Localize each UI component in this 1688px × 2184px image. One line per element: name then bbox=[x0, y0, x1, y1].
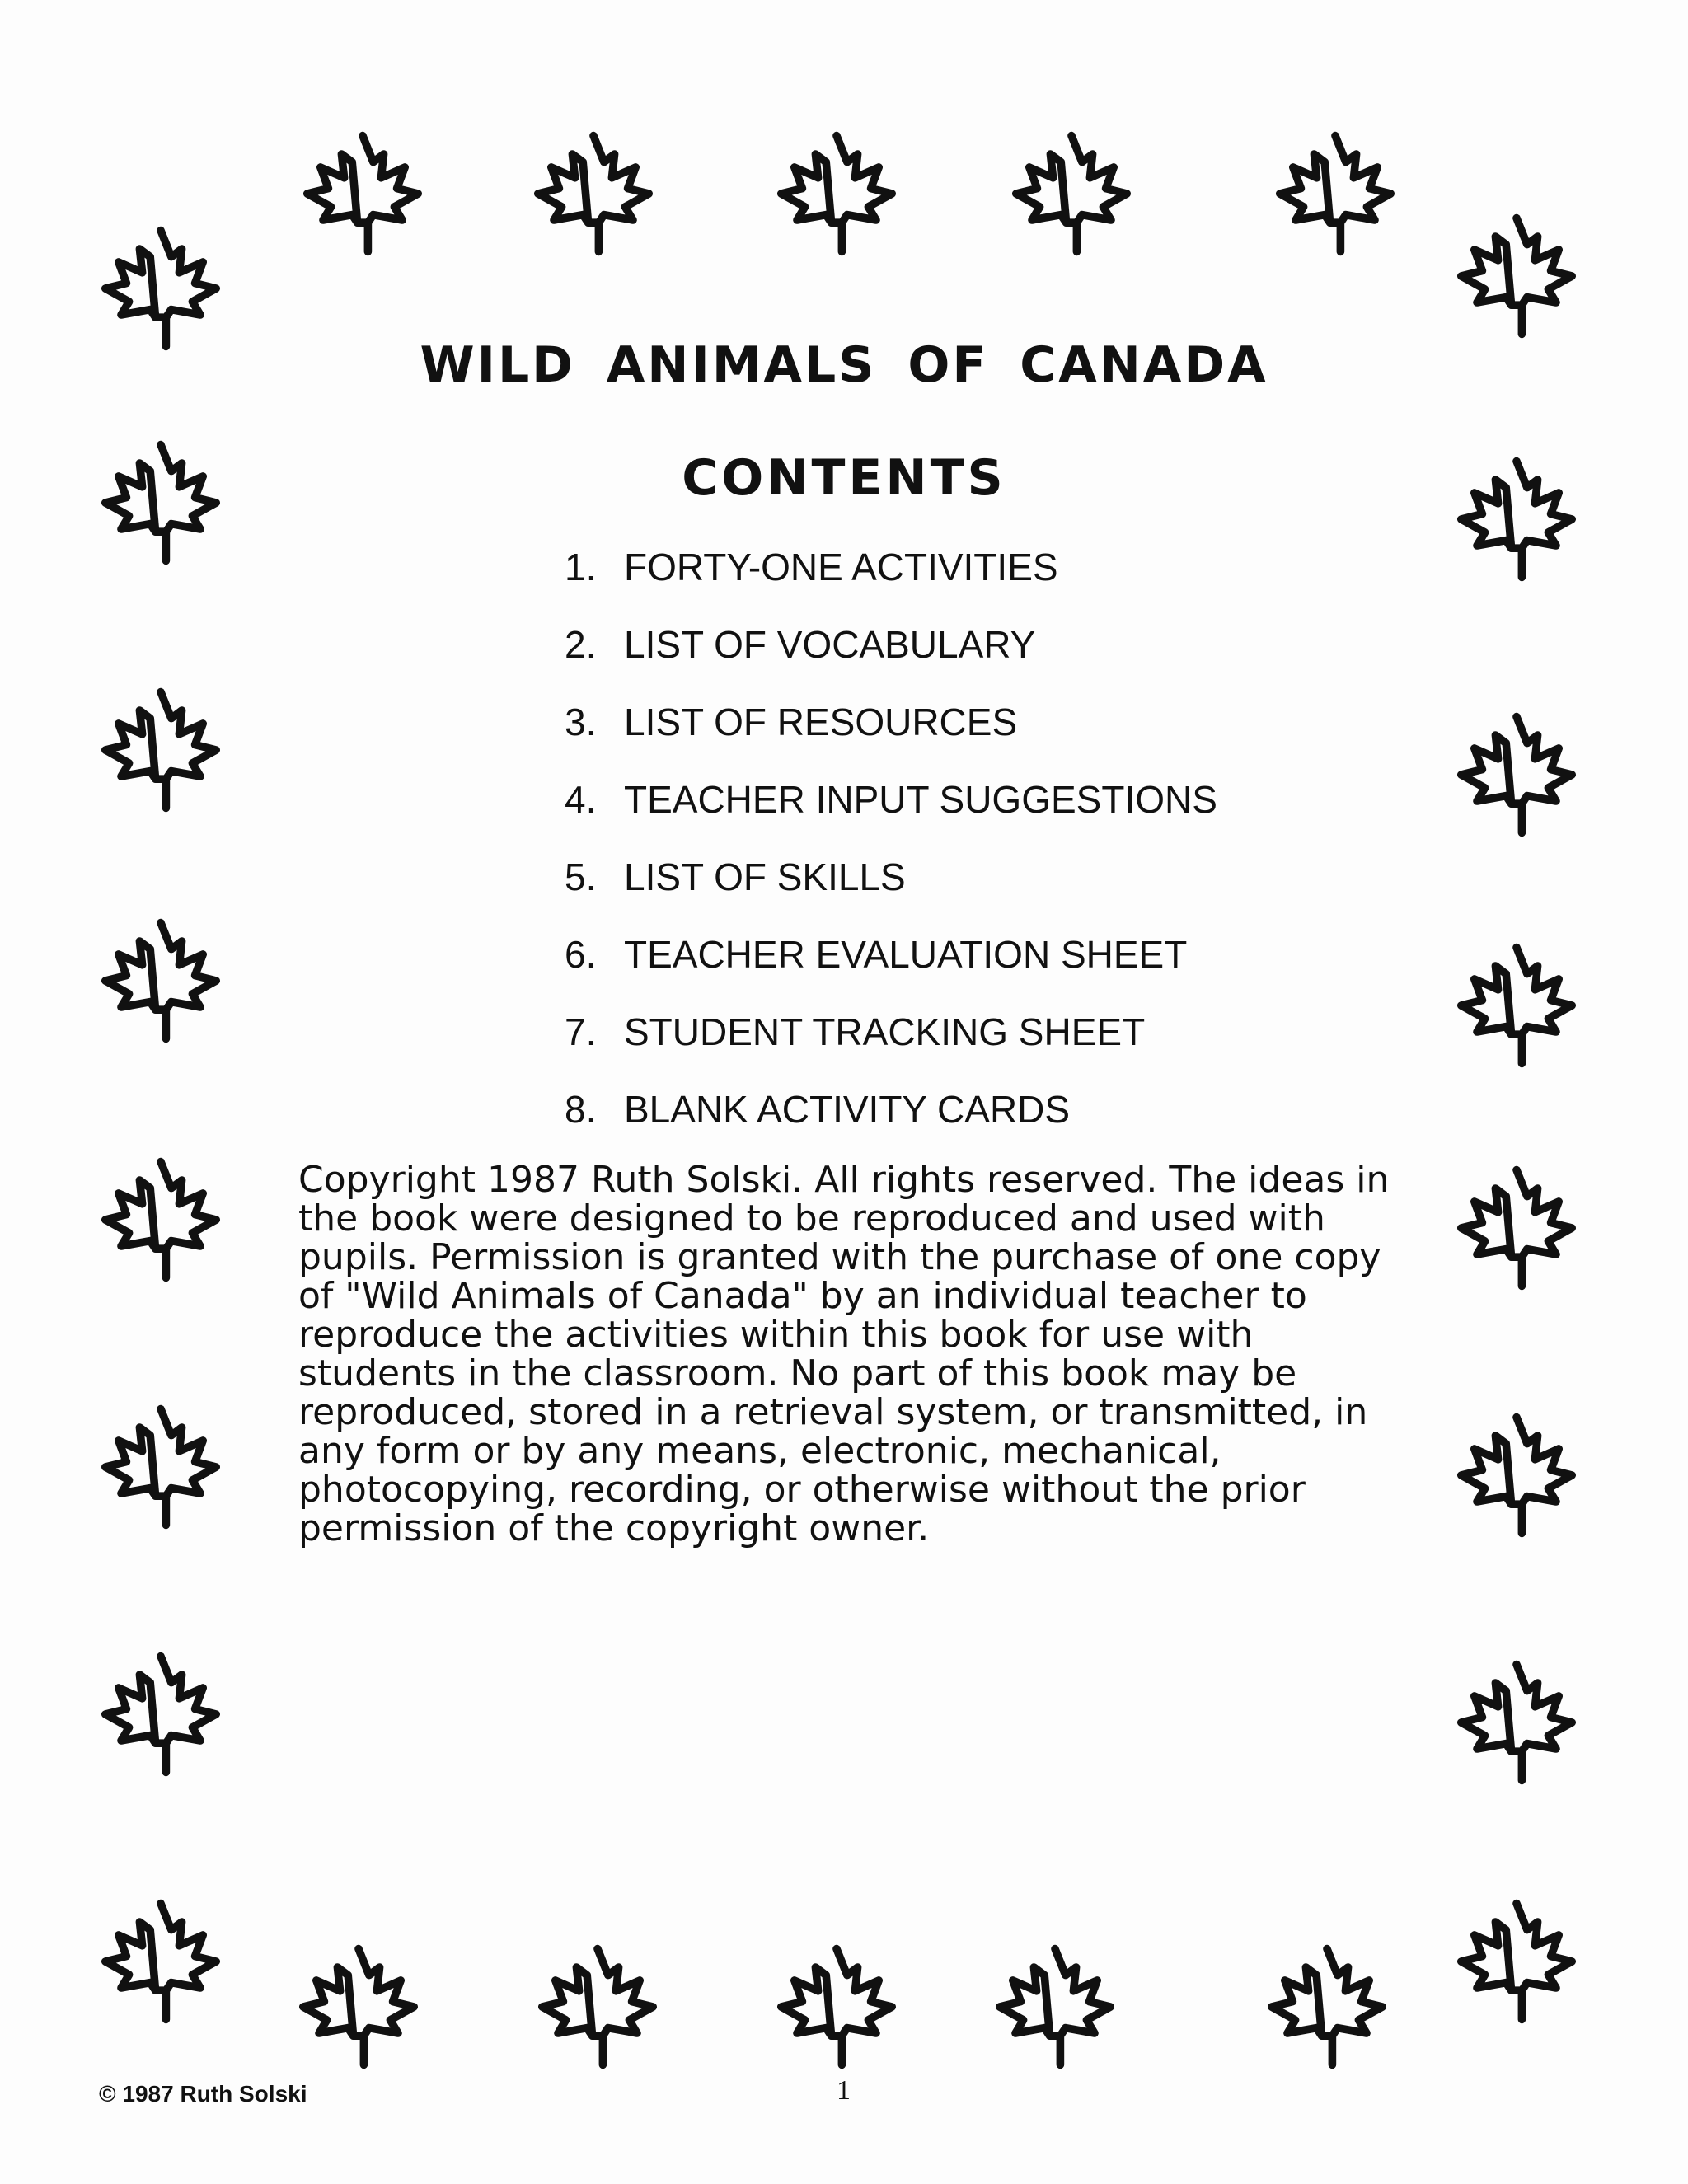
maple-leaf-icon bbox=[1269, 128, 1401, 260]
toc-item-label: LIST OF SKILLS bbox=[624, 855, 906, 898]
toc-item-label: BLANK ACTIVITY CARDS bbox=[624, 1088, 1071, 1131]
maple-leaf-icon bbox=[95, 223, 227, 354]
toc-item-number: 2. bbox=[565, 623, 597, 666]
maple-leaf-icon bbox=[528, 128, 659, 260]
toc-item-label: TEACHER INPUT SUGGESTIONS bbox=[624, 778, 1217, 821]
toc-item bbox=[565, 851, 1217, 928]
maple-leaf-icon bbox=[989, 1941, 1121, 2073]
copyright-notice: Copyright 1987 Ruth Solski. All rights reserved. The ideas in the book were designed to be reproduced and used with pupils. Permission is granted with the purchase of one copy of "Wild Animals of Canada" by an individual teacher to reproduce the activities within this book for use with students in the classroom. No part of this book may be reproduced, stored in a retrieval system, or transmitted, in any form or by any means, electronic, mechanical, photocopying, recording, or otherwise without the prior permission of the copyright owner. bbox=[298, 1159, 1390, 1549]
maple-leaf-icon bbox=[95, 684, 227, 816]
maple-leaf-icon bbox=[771, 128, 903, 260]
maple-leaf-icon bbox=[297, 128, 429, 260]
footer-copyright: © 1987 Ruth Solski bbox=[99, 2081, 307, 2107]
toc-item-number: 7. bbox=[565, 1010, 597, 1053]
toc-item-number: 1. bbox=[565, 546, 597, 588]
toc-item-label: LIST OF RESOURCES bbox=[624, 701, 1018, 743]
page-title: WILD ANIMALS OF CANADA bbox=[420, 336, 1268, 394]
toc-item-label: LIST OF VOCABULARY bbox=[624, 623, 1036, 666]
toc-item bbox=[565, 928, 1217, 1005]
maple-leaf-icon bbox=[1451, 709, 1582, 841]
toc-item-number: 3. bbox=[565, 701, 597, 743]
toc-item-number: 4. bbox=[565, 778, 597, 821]
maple-leaf-icon bbox=[1006, 128, 1137, 260]
toc-item bbox=[565, 1005, 1217, 1083]
page-number: 1 bbox=[837, 2075, 851, 2106]
maple-leaf-icon bbox=[293, 1941, 424, 2073]
toc-item bbox=[565, 1083, 1217, 1160]
maple-leaf-icon bbox=[1451, 210, 1582, 342]
toc-item bbox=[565, 618, 1217, 696]
maple-leaf-icon bbox=[771, 1941, 903, 2073]
toc-item-number: 8. bbox=[565, 1088, 597, 1131]
toc-item bbox=[565, 541, 1217, 618]
toc-item bbox=[565, 773, 1217, 851]
maple-leaf-icon bbox=[1451, 1409, 1582, 1541]
toc-item bbox=[565, 696, 1217, 773]
toc-item-label: TEACHER EVALUATION SHEET bbox=[624, 933, 1188, 976]
toc-item-label: STUDENT TRACKING SHEET bbox=[624, 1010, 1146, 1053]
maple-leaf-icon bbox=[95, 1154, 227, 1286]
maple-leaf-icon bbox=[1451, 940, 1582, 1071]
toc-item-number: 5. bbox=[565, 855, 597, 898]
maple-leaf-icon bbox=[1451, 1896, 1582, 2027]
maple-leaf-icon bbox=[95, 915, 227, 1047]
maple-leaf-icon bbox=[1451, 1162, 1582, 1294]
contents-heading: CONTENTS bbox=[682, 449, 1006, 507]
maple-leaf-icon bbox=[1261, 1941, 1393, 2073]
maple-leaf-icon bbox=[532, 1941, 663, 2073]
maple-leaf-icon bbox=[95, 1648, 227, 1780]
maple-leaf-icon bbox=[1451, 1657, 1582, 1788]
toc-item-label: FORTY-ONE ACTIVITIES bbox=[624, 546, 1058, 588]
table-of-contents bbox=[565, 541, 1217, 1160]
toc-item-number: 6. bbox=[565, 933, 597, 976]
maple-leaf-icon bbox=[95, 1896, 227, 2027]
maple-leaf-icon bbox=[95, 1401, 227, 1533]
